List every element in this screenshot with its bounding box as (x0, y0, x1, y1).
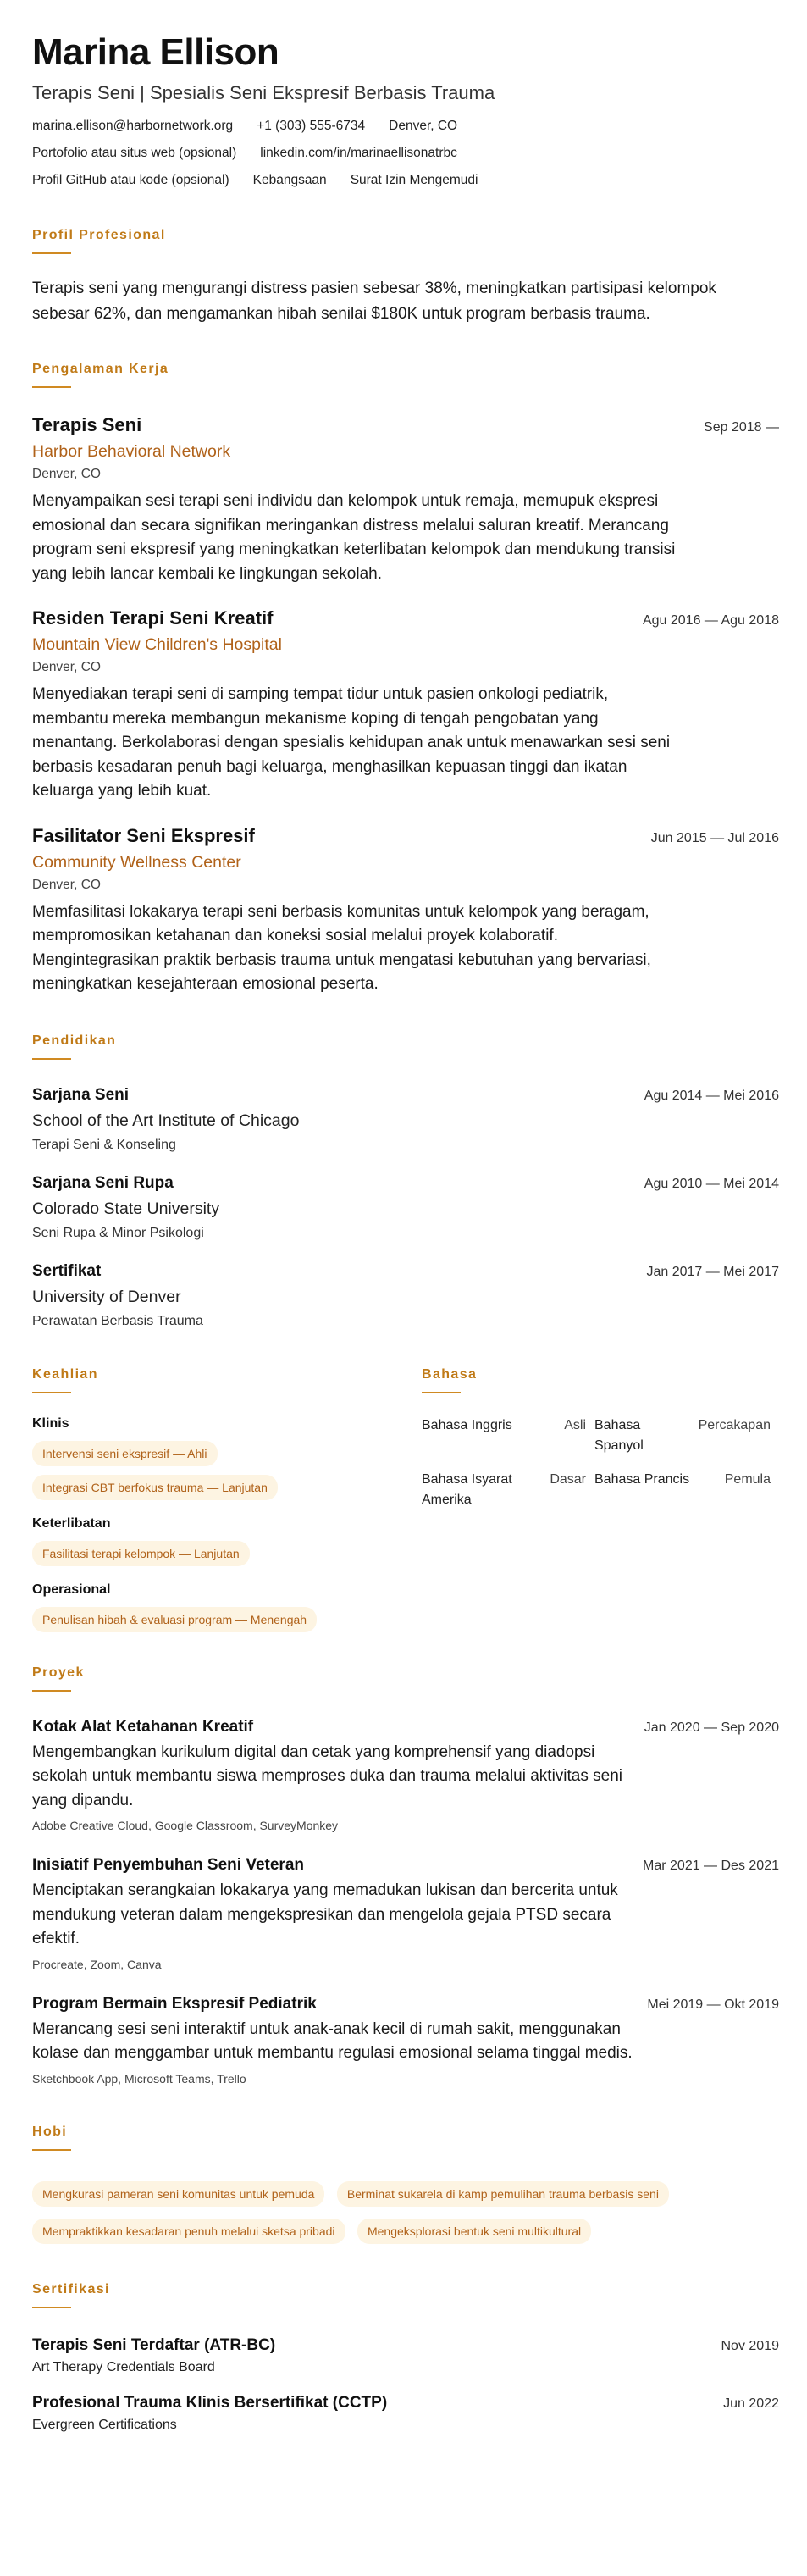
projects-section (32, 1665, 779, 2086)
skills-section (32, 1366, 422, 1632)
hobby-row (32, 2169, 779, 2207)
section-divider (32, 1690, 71, 1692)
education-entry (32, 1261, 779, 1331)
job-entry (32, 413, 779, 586)
cert-date: Nov 2019 (721, 2338, 779, 2353)
language-item (594, 1415, 779, 1456)
skills-languages-row (32, 1366, 779, 1632)
skill-group (32, 1582, 422, 1632)
language-name: Bahasa Inggris (422, 1417, 512, 1432)
project-description: Merancang sesi seni interaktif untuk anak-anak kecil di rumah sakit, menggunakan kolase dan menggambar untuk membantu regulasi emosional selama tinggal medis. (32, 2019, 633, 2062)
hobby-chip: Mempraktikkan kesadaran penuh melalui sketsa pribadi (32, 2219, 345, 2244)
cert-name: Profesional Trauma Klinis Bersertifikat (CCTP) (32, 2393, 388, 2412)
skill-group-label: Operasional (32, 1582, 111, 1597)
skill-chip: Integrasi CBT berfokus trauma — Lanjutan (32, 1475, 278, 1500)
contact-phone[interactable]: +1 (303) 555-6734 (257, 119, 366, 133)
education-section (32, 1033, 779, 1331)
candidate-headline: Terapis Seni | Spesialis Seni Ekspresif Berbasis Trauma (32, 82, 495, 103)
section-title: Keahlian (32, 1366, 98, 1382)
section-title: Profil Profesional (32, 228, 166, 242)
edu-field: Terapi Seni & Konseling (32, 1137, 176, 1152)
job-description: Menyediakan terapi seni di samping tempat tidur untuk pasien onkologi pediatrik, membantu mereka membangun mekanisme koping di tengah pengobatan yang menantang. Berkolaborasi dengan spesialis kehidupan anak untuk menawarkan sesi seni berbasis kesadaran penuh bagi keluarga, menghasilkan kepuasan tinggi dan ikatan keluarga yang lebih kuat. (32, 685, 671, 800)
project-dates: Mei 2019 — Okt 2019 (647, 1997, 779, 2012)
section-divider (32, 1058, 71, 1060)
job-title: Residen Terapi Seni Kreatif (32, 607, 274, 629)
cert-issuer: Evergreen Certifications (32, 2417, 177, 2432)
edu-degree: Sarjana Seni (32, 1085, 130, 1104)
skill-chip: Fasilitasi terapi kelompok — Lanjutan (32, 1541, 250, 1566)
skill-group-label: Keterlibatan (32, 1515, 111, 1531)
hobby-chip: Mengkurasi pameran seni komunitas untuk pemuda (32, 2181, 324, 2207)
project-description: Menciptakan serangkaian lokakarya yang memadukan lukisan dan bercerita untuk mendukung veteran dalam mengekspresikan dan mengelola gejala PTSD secara efektif. (32, 1881, 618, 1947)
education-entry (32, 1173, 779, 1243)
language-item (594, 1470, 779, 1510)
language-level: Percakapan (698, 1417, 771, 1432)
job-company: Community Wellness Center (32, 852, 241, 872)
edu-dates: Agu 2010 — Mei 2014 (644, 1176, 779, 1191)
project-entry (32, 1994, 779, 2086)
skill-group-label: Klinis (32, 1415, 69, 1431)
contact-row-2 (32, 144, 779, 163)
contact-nationality: Kebangsaan (252, 173, 327, 187)
languages-section (422, 1366, 779, 1632)
edu-dates: Jan 2017 — Mei 2017 (646, 1264, 779, 1279)
job-location: Denver, CO (32, 660, 101, 674)
certifications-section (32, 2281, 779, 2434)
project-dates: Jan 2020 — Sep 2020 (644, 1720, 779, 1735)
job-location: Denver, CO (32, 877, 101, 892)
edu-degree: Sertifikat (32, 1261, 102, 1280)
edu-field: Seni Rupa & Minor Psikologi (32, 1225, 204, 1240)
hobbies-section (32, 2124, 779, 2244)
section-divider (32, 252, 71, 254)
certification-entry (32, 2335, 779, 2376)
project-tools: Adobe Creative Cloud, Google Classroom, SurveyMonkey (32, 1819, 339, 1832)
language-name: Bahasa Spanyol (594, 1417, 644, 1453)
edu-school: School of the Art Institute of Chicago (32, 1111, 300, 1130)
contact-license: Surat Izin Mengemudi (350, 173, 478, 187)
job-dates: Jun 2015 — Jul 2016 (650, 830, 779, 845)
project-dates: Mar 2021 — Des 2021 (643, 1859, 779, 1873)
language-name: Bahasa Isyarat Amerika (422, 1471, 512, 1507)
skill-group (32, 1415, 422, 1500)
project-description: Mengembangkan kurikulum digital dan cetak yang komprehensif yang diadopsi sekolah untuk membantu siswa memproses duka dan trauma melalui aktivitas seni yang dipandu. (32, 1742, 622, 1809)
project-tools: Procreate, Zoom, Canva (32, 1957, 162, 1971)
contact-row-3 (32, 171, 779, 190)
certification-entry (32, 2393, 779, 2434)
project-title: Inisiatif Penyembuhan Seni Veteran (32, 1856, 304, 1874)
job-location: Denver, CO (32, 467, 101, 481)
job-company: Mountain View Children's Hospital (32, 635, 282, 654)
language-item (422, 1415, 594, 1456)
job-entry (32, 607, 779, 804)
job-company: Harbor Behavioral Network (32, 442, 231, 461)
edu-dates: Agu 2014 — Mei 2016 (644, 1088, 779, 1103)
edu-school: Colorado State University (32, 1199, 220, 1218)
resume-header (32, 30, 779, 190)
project-entry (32, 1855, 779, 1972)
experience-section (32, 361, 779, 997)
section-title: Hobi (32, 2124, 68, 2139)
profile-section (32, 227, 779, 327)
cert-date: Jun 2022 (723, 2396, 779, 2411)
language-level: Asli (564, 1417, 586, 1432)
hobby-chip: Berminat sukarela di kamp pemulihan trauma berbasis seni (337, 2181, 669, 2207)
skill-chip: Intervensi seni ekspresif — Ahli (32, 1441, 218, 1466)
cert-name: Terapis Seni Terdaftar (ATR-BC) (32, 2335, 276, 2354)
job-description: Memfasilitasi lokakarya terapi seni berbasis komunitas untuk kelompok yang beragam, mempromosikan ketahanan dan koneksi sosial melalui proyek kolaboratif. Mengintegrasikan praktik berbasis trauma untuk mengatasi kebutuhan yang bervariasi, meningkatkan kesejahteraan emosional peserta. (32, 902, 651, 993)
project-title: Program Bermain Ekspresif Pediatrik (32, 1994, 317, 2013)
hobby-row (32, 2207, 779, 2244)
hobby-chip: Mengeksplorasi bentuk seni multikultural (357, 2219, 591, 2244)
edu-field: Perawatan Berbasis Trauma (32, 1313, 203, 1328)
language-level: Pemula (724, 1471, 771, 1487)
edu-school: University of Denver (32, 1287, 181, 1306)
job-entry (32, 824, 779, 997)
job-dates: Agu 2016 — Agu 2018 (642, 613, 779, 628)
contact-portfolio[interactable]: Portofolio atau situs web (opsional) (32, 146, 237, 160)
job-title: Fasilitator Seni Ekspresif (32, 824, 255, 846)
section-title: Bahasa (422, 1366, 478, 1382)
section-title: Pengalaman Kerja (32, 362, 169, 376)
language-item (422, 1470, 594, 1510)
skill-group (32, 1515, 422, 1566)
language-list (422, 1415, 779, 1510)
section-divider (32, 2307, 71, 2308)
contact-linkedin[interactable]: linkedin.com/in/marinaellisonatrbc (260, 146, 457, 160)
contact-location: Denver, CO (389, 119, 458, 133)
section-title: Proyek (32, 1665, 85, 1680)
language-name: Bahasa Prancis (594, 1471, 690, 1487)
section-divider (422, 1392, 461, 1393)
contact-email[interactable]: marina.ellison@harbornetwork.org (32, 119, 234, 133)
edu-degree: Sarjana Seni Rupa (32, 1173, 174, 1192)
job-dates: Sep 2018 — (704, 420, 779, 435)
section-title: Sertifikasi (32, 2281, 110, 2296)
job-description: Menyampaikan sesi terapi seni individu dan kelompok untuk remaja, memupuk ekspresi emosional dan secara signifikan meringankan distress melalui saluran kreatif. Merancang program seni ekspresif yang meningkatkan keterlibatan kelompok dan mendukung transisi yang lebih lancar kembali ke lingkungan sekolah. (32, 492, 676, 583)
project-title: Kotak Alat Ketahanan Kreatif (32, 1717, 254, 1736)
project-entry (32, 1717, 779, 1834)
candidate-name: Marina Ellison (32, 31, 279, 73)
project-tools: Sketchbook App, Microsoft Teams, Trello (32, 2071, 246, 2086)
skill-chip: Penulisan hibah & evaluasi program — Menengah (32, 1607, 317, 1632)
contact-github[interactable]: Profil GitHub atau kode (opsional) (32, 173, 229, 187)
job-title: Terapis Seni (32, 414, 142, 435)
section-divider (32, 386, 71, 388)
section-divider (32, 1392, 71, 1393)
contact-row-1 (32, 117, 779, 136)
profile-summary: Terapis seni yang mengurangi distress pasien sebesar 38%, meningkatkan partisipasi kelompok sebesar 62%, dan mengamankan hibah senilai $180K untuk program berbasis trauma. (32, 280, 716, 323)
section-title: Pendidikan (32, 1033, 117, 1048)
hobby-list (32, 2169, 779, 2244)
education-entry (32, 1085, 779, 1155)
section-divider (32, 2149, 71, 2151)
cert-issuer: Art Therapy Credentials Board (32, 2359, 215, 2374)
language-level: Dasar (550, 1471, 586, 1487)
